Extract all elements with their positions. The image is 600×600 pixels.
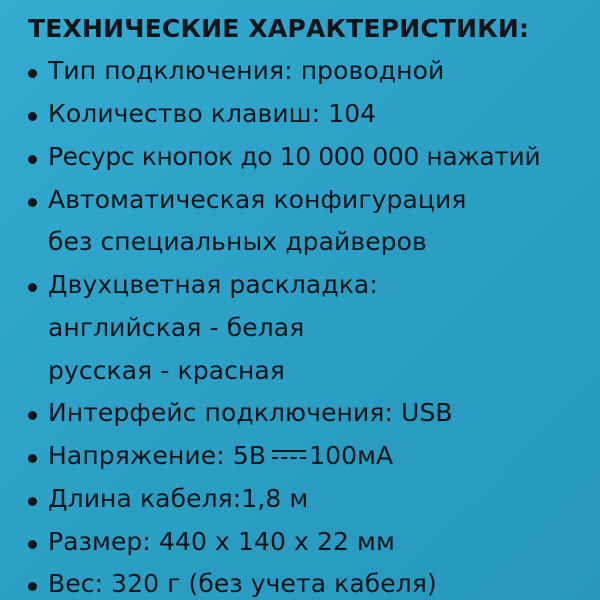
specs-heading: ТЕХНИЧЕСКИЕ ХАРАКТЕРИСТИКИ:	[28, 14, 530, 43]
spec-size: Размер: 440 х 140 х 22 мм	[48, 527, 395, 556]
spec-button-resource: Ресурс кнопок до 10 000 000 нажатий	[48, 142, 541, 171]
spec-auto-config-cont: без специальных драйверов	[48, 227, 427, 256]
spec-interface: Интерфейс подключения: USB	[48, 398, 453, 427]
spec-key-count: Количество клавиш: 104	[48, 99, 377, 128]
bullet-icon	[28, 69, 37, 78]
spec-voltage	[48, 441, 393, 470]
bullet-icon	[28, 112, 37, 121]
voltage-current: 100мА	[309, 441, 394, 470]
spec-layout: Двухцветная раскладка:	[48, 270, 378, 299]
bullet-icon	[28, 411, 37, 420]
bullet-icon	[28, 155, 37, 164]
voltage-label: Напряжение: 5В	[48, 441, 267, 470]
spec-cable-length: Длина кабеля:1,8 м	[48, 484, 309, 513]
bullet-icon	[28, 497, 37, 506]
spec-layout-english: английская - белая	[48, 313, 305, 342]
spec-auto-config: Автоматическая конфигурация	[48, 185, 467, 214]
bullet-icon	[28, 540, 37, 549]
spec-layout-russian: русская - красная	[48, 356, 285, 385]
bullet-icon	[28, 454, 37, 463]
bullet-icon	[28, 283, 37, 292]
spec-weight: Вес: 320 г (без учета кабеля)	[48, 569, 437, 598]
bullet-icon	[28, 198, 37, 207]
spec-connection-type: Тип подключения: проводной	[48, 56, 445, 85]
bullet-icon	[28, 582, 37, 591]
direct-current-icon	[272, 448, 306, 462]
